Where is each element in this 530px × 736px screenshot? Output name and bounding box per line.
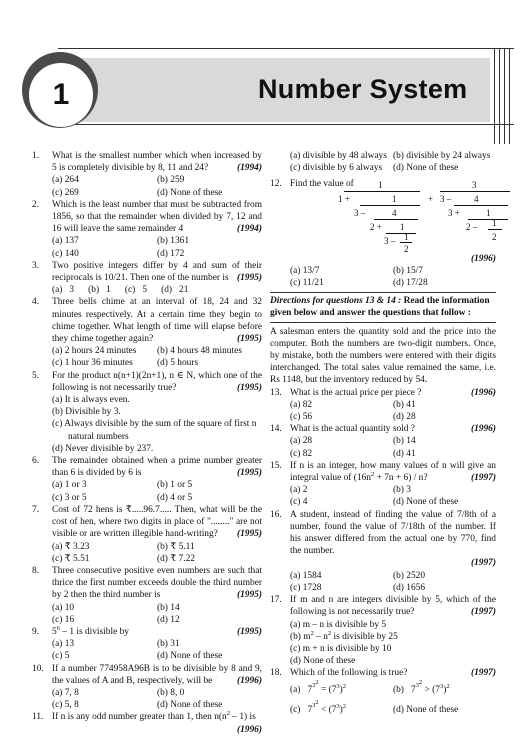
option-c: (c) 5	[52, 651, 70, 662]
question-text: Two positive integers differ by 4 and sum of their reciprocals is 10/21. Then one of the number is	[52, 260, 262, 284]
question-14	[270, 423, 496, 435]
question-number: 9.	[32, 626, 40, 637]
option-b: (b) Divisible by 3.	[52, 407, 121, 418]
option-d: (d) 4 or 5	[157, 492, 193, 503]
options-7	[32, 541, 262, 565]
frac-term: 3 –	[354, 207, 366, 218]
question-number: 17.	[270, 595, 282, 606]
question-base: 5	[52, 626, 57, 637]
question-6	[32, 455, 262, 479]
question-13	[270, 387, 496, 399]
question-5	[32, 370, 262, 394]
options-8	[32, 602, 262, 626]
question-text-end: + 7n + 6) / n?	[374, 473, 428, 484]
frac-num: 3	[472, 179, 477, 190]
frac-term: 3 –	[440, 193, 452, 204]
question-number: 18.	[270, 668, 282, 679]
option-b: (b) 41	[393, 399, 416, 410]
question-10	[32, 663, 262, 687]
frac-den: 2	[492, 231, 497, 242]
year-tag: (1995)	[237, 590, 262, 601]
frac-num: 1	[404, 231, 409, 242]
year-tag: (1994)	[237, 224, 262, 235]
question-number: 14.	[270, 424, 282, 435]
question-exponent: 2	[370, 470, 375, 478]
option-d: (d) ₹ 7.22	[157, 553, 195, 564]
option-b: (b) 1361	[157, 236, 190, 247]
question-number: 12.	[270, 179, 282, 190]
option-b: (b) 14	[157, 602, 180, 613]
frac-term: 3 –	[384, 235, 396, 246]
options-2	[32, 235, 262, 259]
question-text: Which of the following is true?	[290, 668, 408, 679]
question-number: 2.	[32, 199, 40, 210]
options-1	[32, 174, 262, 198]
question-number: 13.	[270, 387, 282, 398]
options-14	[270, 435, 496, 459]
question-4	[32, 296, 262, 345]
option-b: (b) ₹ 5.11	[157, 541, 195, 552]
option-d: (d) Never divisible by 237.	[52, 443, 154, 454]
directions-text: Read the information given below and answer the questions that follow :	[270, 296, 490, 319]
option-d: (d) None of these	[393, 497, 459, 508]
options-11	[270, 150, 496, 174]
option-c: (c) 82	[290, 448, 313, 459]
year-tag: (1997)	[471, 558, 496, 569]
option-d: (d) None of these	[157, 187, 223, 198]
option-a: (a) 264	[52, 175, 79, 186]
question-number: 3.	[32, 260, 40, 271]
question-text: If n is an integer, how many values of n will give an integral value of (16n	[290, 460, 496, 484]
year-tag: (1996)	[237, 724, 262, 735]
question-text: If a number 774958A96B is to be divisible by 8 and 9, the values of A and B, respectively, will be	[52, 663, 262, 686]
option-a: (a) 13/7	[290, 265, 320, 276]
option-b: (b) $7^{3^2} > (7^3)^2$	[393, 679, 450, 695]
options-6	[32, 479, 262, 503]
options-18	[270, 680, 496, 720]
year-tag: (1997)	[471, 473, 496, 484]
option-b: (b) 2520	[393, 570, 426, 581]
option-b: (b) 1 or 5	[157, 480, 193, 491]
frac-term: 2 –	[466, 221, 478, 232]
option-a: (a) 137	[52, 236, 79, 247]
option-d: (d) 1656	[393, 582, 426, 593]
question-exponent: 2	[226, 710, 230, 718]
frac-num: 1	[486, 207, 491, 218]
question-text: Three bells chime at an interval of 18, 24 and 32 minutes respectively. At a certain time they begin to chime together. What length of time will elapse before they chime together again?	[52, 297, 262, 345]
option-d: (d) 12	[157, 614, 180, 625]
option-a: (a) It is always even.	[52, 395, 130, 406]
question-number: 1.	[32, 151, 40, 161]
option-a: (a) 1 or 3	[52, 480, 87, 491]
question-8	[32, 565, 262, 602]
question-text: A student, instead of finding the value of 7/8th of a number, found the value of 7/18th of the number. If his answer differed from the actual one by 770, find the number.	[290, 509, 496, 557]
option-b: (b) 31	[157, 639, 180, 650]
header-decorative-lines	[492, 48, 516, 144]
question-text: What is the actual quantity sold ?	[290, 424, 415, 435]
chapter-header	[22, 48, 492, 128]
option-c: (c) divisible by 6 always	[290, 163, 383, 174]
frac-num: 1	[492, 217, 497, 228]
options-12	[270, 265, 496, 289]
directions-box	[270, 292, 496, 322]
question-text: If n is any odd number greater than 1, then n(n	[52, 712, 227, 723]
frac-num: 1	[392, 193, 397, 204]
question-number: 4.	[32, 297, 40, 308]
question-number: 11.	[32, 712, 44, 723]
question-number: 7.	[32, 504, 40, 515]
year-tag: (1996)	[471, 387, 496, 398]
option-b: (b) divisible by 24 always	[393, 151, 491, 161]
frac-num: 4	[392, 207, 397, 218]
option-c: (c) 1728	[290, 582, 322, 593]
question-9	[32, 626, 262, 638]
option-a: (a) 13	[52, 639, 75, 650]
question-number: 10.	[32, 663, 44, 674]
question-text-end: – 1) is	[229, 712, 256, 723]
question-text: Find the value of	[290, 179, 354, 190]
question-text: If m and n are integers divisible by 5, which of the following is not necessarily true?	[290, 595, 496, 618]
right-column	[270, 150, 496, 720]
option-b: (b) 259	[157, 175, 185, 186]
options-15	[270, 484, 496, 508]
option-d: (d) None of these	[393, 163, 459, 174]
left-column	[32, 150, 262, 736]
options-9	[32, 638, 262, 662]
option-a: (a) divisible by 48 always	[290, 151, 387, 161]
question-text: – 1 is divisible by	[59, 626, 129, 637]
question-number: 6.	[32, 456, 40, 467]
frac-den: 2	[404, 243, 409, 254]
question-1	[32, 150, 262, 174]
year-tag: (1996)	[237, 675, 262, 686]
passage: A salesman enters the quantity sold and the price into the computer. Both the numbers are two-digit numbers. Once, by mistake, both the numbers were entered with their digits interchanged. The total sales value remained the same, i.e. Rs 1148, but the inventory reduced by 54.	[270, 326, 496, 386]
option-d: (d) 5 hours	[157, 358, 199, 369]
option-c: (c) 1 hour 36 minutes	[52, 358, 133, 369]
year-tag: (1995)	[237, 334, 262, 345]
frac-term: 1 +	[338, 193, 350, 204]
option-a: (a) 82	[290, 399, 313, 410]
year-tag: (1995)	[237, 626, 262, 637]
option-c: (c) 4	[290, 497, 308, 508]
question-16	[270, 509, 496, 570]
options-10	[32, 687, 262, 711]
question-17	[270, 594, 496, 618]
question-number: 16.	[270, 509, 282, 520]
options-4	[32, 345, 262, 369]
option-a: (a) m – n is divisible by 5	[290, 619, 387, 630]
option-a: (a) 10	[52, 602, 75, 613]
year-tag: (1996)	[471, 424, 496, 435]
year-tag: (1995)	[237, 468, 262, 479]
option-b: (b) 4 hours 48 minutes	[157, 346, 242, 357]
options-5	[32, 394, 262, 455]
option-a: (a) 1584	[290, 570, 322, 581]
option-d: (d) None of these	[290, 656, 356, 667]
year-tag: (1997)	[471, 668, 496, 679]
chapter-badge	[22, 52, 98, 128]
option-d: (d) 172	[157, 248, 185, 259]
option-b: (b) $m^2 - n^2$ is divisible by 25	[290, 629, 398, 642]
option-d: (d) None of these	[157, 651, 223, 662]
question-text: Which is the least number that must be subtracted from 1856, so that the remainder when divided by 7, 12 and 16 will leave the same remainder 4	[52, 199, 262, 235]
directions-label: Directions for questions 13 & 14 :	[270, 296, 402, 307]
option-c: (c) $7^{3^2} < (7^3)^2$	[290, 699, 347, 715]
question-exponent: 6	[56, 624, 60, 632]
option-b: (b) 8, 0	[157, 687, 185, 698]
option-c: (c) ₹ 5.51	[52, 553, 90, 564]
option-c: (c) 269	[52, 187, 79, 198]
option-b: (b) 15/7	[393, 265, 423, 276]
option-d: (d) 17/28	[393, 278, 428, 289]
option-a: (a) 7, 8	[52, 687, 79, 698]
option-a: (a) 2	[290, 485, 308, 496]
frac-num: 1	[400, 221, 405, 232]
option-d: (d) None of these	[157, 700, 223, 711]
question-3	[32, 260, 262, 284]
question-text: The remainder obtained when a prime number greater than 6 is divided by 6 is	[52, 456, 262, 479]
frac-num: 1	[378, 179, 383, 190]
question-text: Cost of 72 hens is ₹.....96.7..... Then, what will be the cost of hen, where two digits in place of "........" are not visible or are written illegible hand-writing?	[52, 504, 262, 540]
question-18	[270, 667, 496, 679]
question-11	[32, 711, 262, 735]
option-c: (c) 140	[52, 248, 79, 259]
question-text: For the product n(n+1)(2n+1), n ∈ N, which one of the following is not necessarily true?	[52, 370, 262, 393]
option-d: (d) 28	[393, 412, 416, 423]
option-d: (d) None of these	[393, 704, 459, 715]
option-a: (a) ₹ 3.23	[52, 541, 90, 552]
question-15	[270, 460, 496, 484]
options-17	[270, 619, 496, 668]
frac-term: 2 +	[370, 221, 382, 232]
plus-sign: +	[428, 193, 434, 204]
question-number: 15.	[270, 460, 282, 471]
question-2	[32, 199, 262, 236]
continued-fraction	[288, 179, 496, 257]
options-16	[270, 570, 496, 594]
question-text: What is the actual price per piece ?	[290, 387, 422, 398]
option-c: (c) 3 or 5	[52, 492, 87, 503]
chapter-number: 1	[29, 63, 93, 127]
year-tag: (1997)	[471, 607, 496, 618]
option-c: (c) 56	[290, 412, 313, 423]
year-tag: (1995)	[237, 529, 262, 540]
question-number: 8.	[32, 565, 40, 576]
frac-term: 3 +	[448, 207, 460, 218]
option-a: (a) $7^{3^2} = (7^3)^2$	[290, 679, 347, 695]
chapter-title: Number System	[258, 74, 468, 104]
year-tag: (1996)	[471, 253, 496, 264]
question-text: What is the smallest number which when increased by 5 is completely divisible by 8, 11 and 24?	[52, 151, 262, 174]
options-13	[270, 399, 496, 423]
option-c-cont: natural numbers	[68, 431, 129, 442]
header-bottom-rule	[58, 124, 514, 125]
option-a: (a) 28	[290, 436, 313, 447]
option-c: (c) Always divisible by the sum of the square of first n	[52, 419, 257, 430]
year-tag: (1994)	[237, 163, 262, 174]
question-text: Three consecutive positive even numbers are such that thrice the first number exceeds double the third number by 2 then the third number is	[52, 565, 262, 601]
frac-num: 4	[474, 193, 479, 204]
option-c: (c) 11/21	[290, 278, 324, 289]
header-top-rule	[58, 48, 514, 49]
option-a: (a) 2 hours 24 minutes	[52, 346, 137, 357]
option-c: (c) m + n is divisible by 10	[290, 643, 392, 654]
option-d: (d) 41	[393, 448, 416, 459]
option-b: (b) 3	[393, 485, 411, 496]
question-number: 5.	[32, 370, 40, 381]
option-b: (b) 14	[393, 436, 416, 447]
option-c: (c) 16	[52, 614, 75, 625]
option-c: (c) 5, 8	[52, 700, 79, 711]
year-tag: (1995)	[237, 273, 262, 284]
question-7	[32, 504, 262, 541]
options-3: (a) 3 (b) 1 (c) 5 (d) 21	[52, 285, 189, 296]
year-tag: (1995)	[237, 382, 262, 393]
